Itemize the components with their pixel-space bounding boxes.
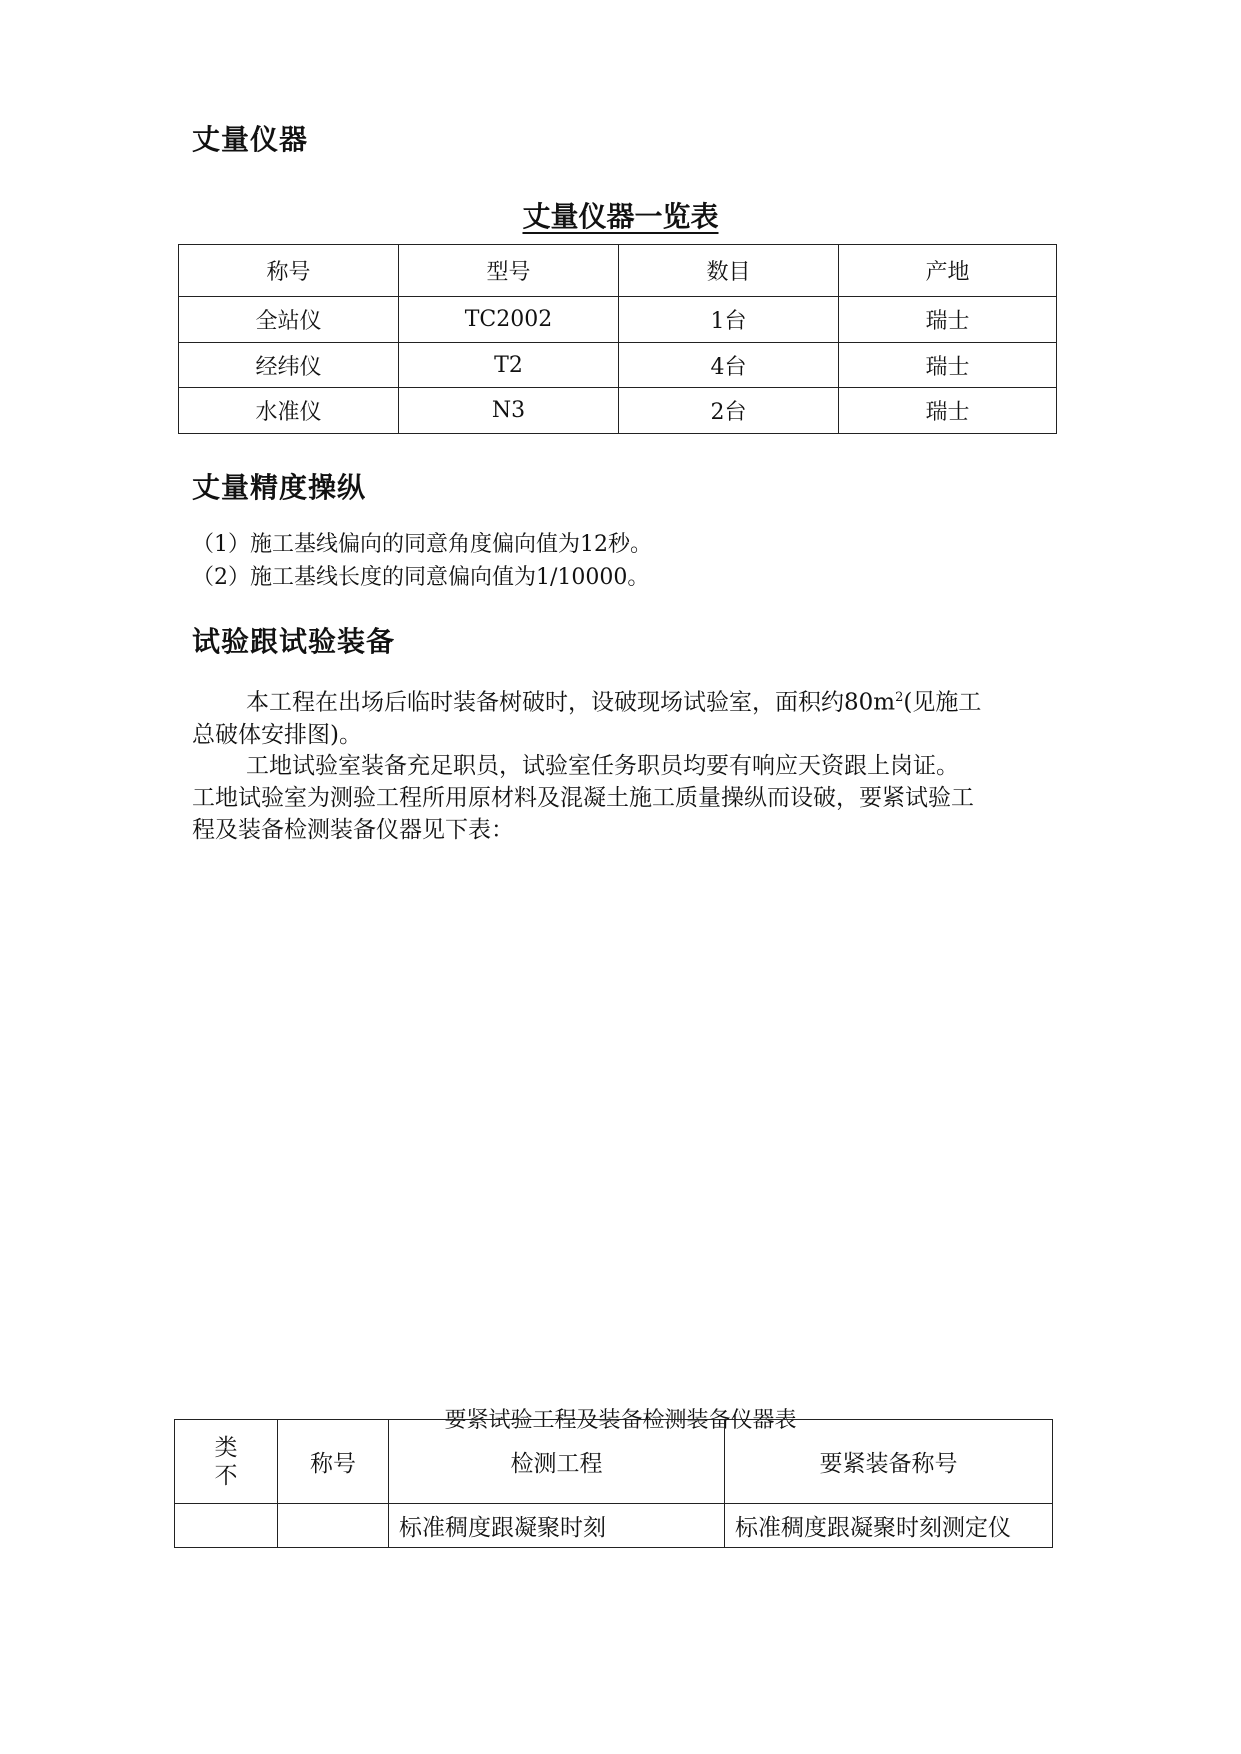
section-heading-precision: 丈量精度操纵 (192, 471, 367, 504)
precision-item-1: （1）施工基线偏向的同意角度偏向值为12秒。 (192, 532, 652, 557)
table-cell: 4台 (619, 343, 839, 388)
table-cell: 标准稠度跟凝聚时刻测定仪 (725, 1504, 1053, 1548)
table-row (175, 1504, 1053, 1548)
table-cell: 经纬仪 (179, 343, 399, 388)
header-cell: 检测工程 (389, 1420, 725, 1504)
equipment-table (174, 1419, 1053, 1548)
table-cell: N3 (399, 388, 619, 434)
table-cell (278, 1504, 389, 1548)
table-cell (175, 1504, 278, 1548)
instrument-table (178, 244, 1057, 434)
paragraph-1 (192, 682, 1062, 751)
table-cell: 瑞士 (839, 297, 1057, 343)
paragraph-2-line-3: 程及装备检测装备仪器见下表： (192, 817, 514, 843)
header-cell: 类 不 (175, 1420, 278, 1504)
paragraph-1-line-1 (192, 682, 1062, 719)
table-cell: 标准稠度跟凝聚时刻 (389, 1504, 725, 1548)
table2-caption: 要紧试验工程及装备检测装备仪器表 (444, 1408, 797, 1433)
table1-title-text: 丈量仪器一览表 (522, 200, 719, 233)
table-cell: TC2002 (399, 297, 619, 343)
table-header-row (179, 245, 1057, 297)
superscript: 2 (895, 690, 904, 705)
table-row (179, 388, 1057, 434)
table-cell: 水准仪 (179, 388, 399, 434)
table-cell: 全站仪 (179, 297, 399, 343)
table-row (179, 297, 1057, 343)
header-cell: 要紧装备称号 (725, 1420, 1053, 1504)
header-cell: 称号 (278, 1420, 389, 1504)
precision-item-2: （2）施工基线长度的同意偏向值为1/10000。 (192, 565, 650, 590)
table-row (179, 343, 1057, 388)
section-heading-instruments: 丈量仪器 (192, 123, 309, 156)
table-cell: 瑞士 (839, 388, 1057, 434)
paragraph-2 (192, 750, 1062, 846)
header-cell: 型号 (399, 245, 619, 297)
paragraph-1-line-2: 总破体安排图)。 (192, 721, 362, 748)
section-heading-testing: 试验跟试验装备 (192, 625, 396, 658)
header-cell: 称号 (179, 245, 399, 297)
table-cell: 瑞士 (839, 343, 1057, 388)
table-header-row (175, 1420, 1053, 1504)
table-cell: T2 (399, 343, 619, 388)
paragraph-2-line-1: 工地试验室装备充足职员，试验室任务职员均要有响应天资跟上岗证。 (246, 753, 959, 779)
paragraph-2-line-2: 工地试验室为测验工程所用原材料及混凝土施工质量操纵而设破，要紧试验工 (192, 785, 974, 811)
table-cell: 2台 (619, 388, 839, 434)
paragraph-text: 本工程在出场后临时装备树破时，设破现场试验室，面积约80m (246, 689, 896, 716)
table-cell: 1台 (619, 297, 839, 343)
header-cell: 产地 (839, 245, 1057, 297)
table-title (0, 195, 1241, 235)
paragraph-text: (见施工 (903, 689, 982, 716)
header-cell: 数目 (619, 245, 839, 297)
